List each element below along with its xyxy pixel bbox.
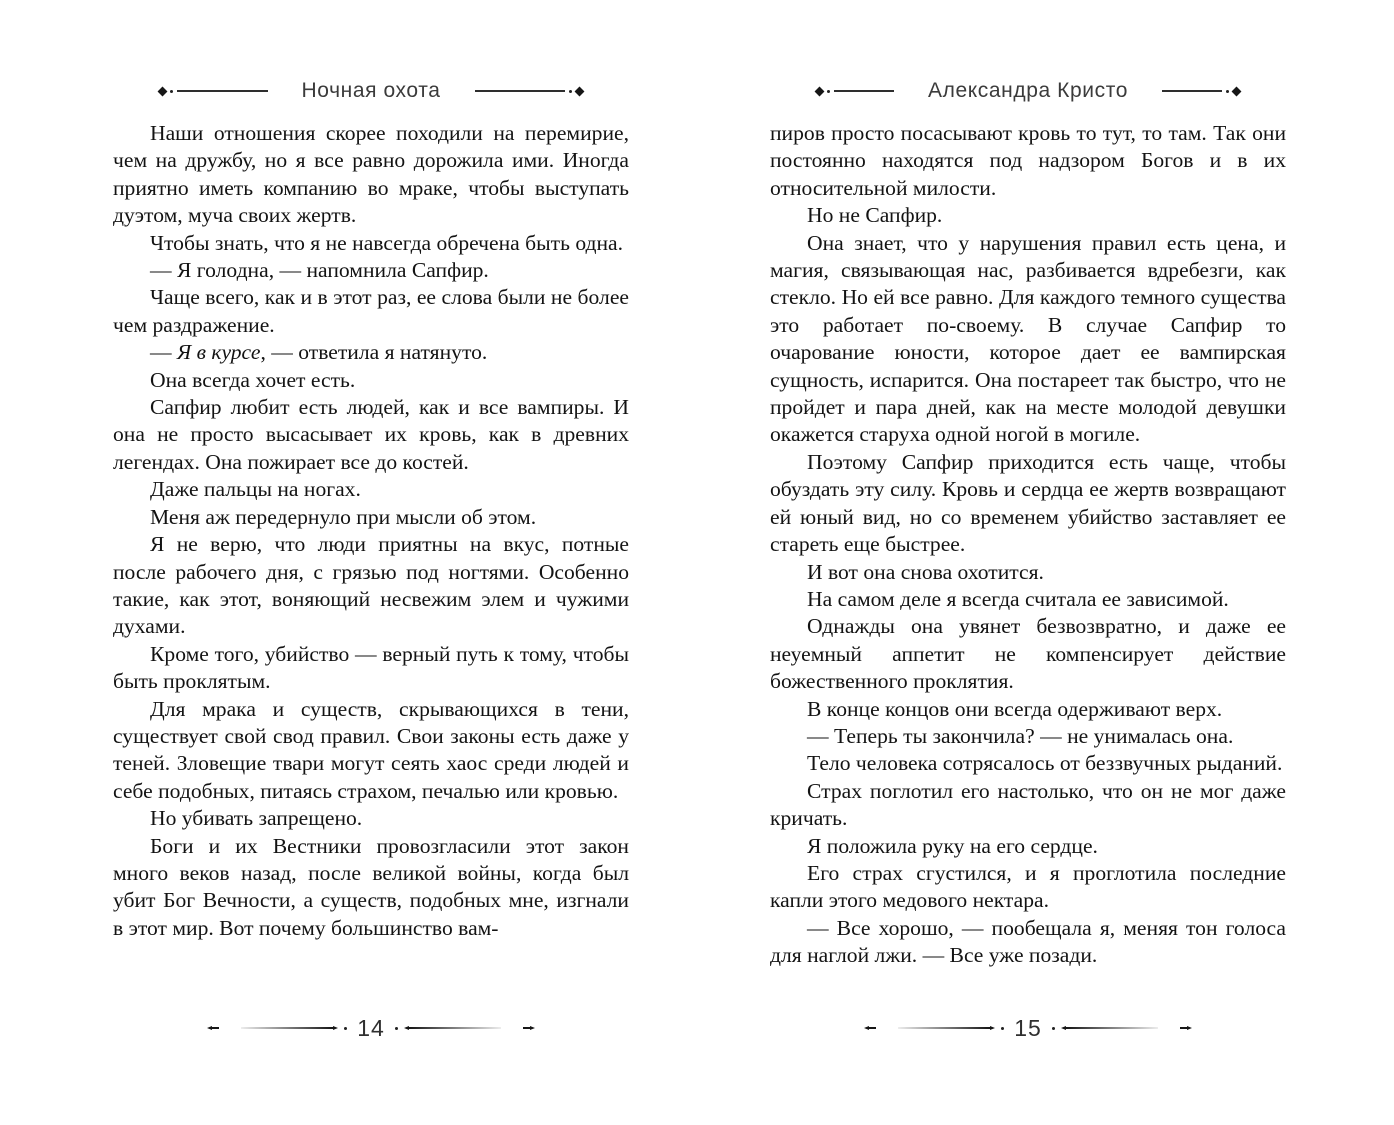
page-left: [113, 0, 629, 1125]
paragraph: Наши отношения скорее походили на перемирие, чем на дружбу, но я все равно дорожила ими. Иногда приятно иметь компанию во мраке, чтобы выступать дуэтом, муча своих жертв.: [113, 121, 629, 228]
page-right: [770, 0, 1286, 1125]
ornament-line: [241, 1027, 333, 1029]
paragraph: Меня аж передернуло при мысли об этом.: [150, 504, 537, 529]
paragraph: — Все хорошо, — пообещала я, меняя тон голоса для наглой лжи. — Все уже позади.: [770, 915, 1286, 968]
paragraph: Поэтому Сапфир приходится есть чаще, чтобы обуздать эту силу. Кровь и сердца ее жертв возвращают ей юный вид, но со временем убийство заставляет ее стареть еще быстрее.: [770, 449, 1286, 557]
arrow-right-icon: [1180, 1026, 1192, 1030]
dot-icon: [170, 90, 173, 93]
paragraph: На самом деле я всегда считала ее зависимой.: [807, 586, 1229, 611]
paragraph: Даже пальцы на ногах.: [150, 477, 361, 502]
arrowhead-right-icon: [333, 1026, 338, 1030]
ornament-line: [1066, 1027, 1158, 1029]
paragraph: Она знает, что у нарушения правил есть цена, и магия, связывающая нас, разбивается вдребезги, как стекло. Но ей все равно. Для каждого темного существа это работает по-своему. В случае Сапфир то очарование юности, которое дает ее вампирская сущность, испарится. Она постареет так быстро, что не пройдет и пара дней, как на месте молодой девушки окажется старуха одной ногой в могиле.: [770, 230, 1286, 447]
paragraph: И вот она снова охотится.: [807, 559, 1044, 584]
paragraph: Однажды она увянет безвозвратно, и даже ее неуемный аппетит не компенсирует действие божественного проклятия.: [770, 614, 1286, 694]
dot-icon: [569, 90, 572, 93]
paragraph: Боги и их Вестники провозгласили этот закон много веков назад, после великой войны, когда был убит Бог Вечности, а существ, подобных мне, изгнали в этот мир. Вот почему большинство вам-: [113, 833, 629, 940]
paragraph: пиров просто посасывают кровь то тут, то там. Так они постоянно находятся под надзором Богов и в их относительной милости.: [770, 121, 1286, 200]
page-text: [113, 120, 629, 1008]
diamond-icon: [575, 86, 585, 96]
arrowhead-right-icon: [990, 1026, 995, 1030]
paragraph: Я положила руку на его сердце.: [807, 833, 1098, 858]
diamond-icon: [158, 86, 168, 96]
diamond-icon: [1232, 86, 1242, 96]
ornament-line: [177, 90, 268, 91]
diamond-icon: [815, 86, 825, 96]
dot-icon: [1226, 90, 1229, 93]
paragraph: Его страх сгустился, и я проглотила последние капли этого медового нектара.: [770, 860, 1286, 913]
paragraph: В конце концов они всегда одерживают верх.: [807, 696, 1223, 721]
paragraph: Тело человека сотрясалось от беззвучных рыданий.: [807, 751, 1283, 776]
paragraph: Кроме того, убийство — верный путь к тому, чтобы быть проклятым.: [113, 641, 629, 694]
paragraph: Но не Сапфир.: [807, 203, 943, 228]
page-footer: [770, 1012, 1286, 1044]
ornament-line: [834, 90, 894, 91]
ornament-line: [475, 90, 566, 91]
paragraph: — Я в курсе, — ответила я натянуто.: [150, 340, 488, 365]
paragraph: — Теперь ты закончила? — не унималась она.: [807, 723, 1234, 748]
paragraph: — Я голодна, — напомнила Сапфир.: [150, 258, 489, 283]
ornament-line: [409, 1027, 501, 1029]
paragraph: Я не верю, что люди приятны на вкус, потные после рабочего дня, с грязью под ногтями. Особенно такие, как этот, воняющий несвежим элем и чужими духами.: [113, 532, 629, 639]
paragraph: Но убивать запрещено.: [150, 806, 363, 831]
page-number: 14: [357, 1014, 385, 1041]
dot-icon: [827, 90, 830, 93]
paragraph: Чтобы знать, что я не навсегда обречена быть одна.: [150, 230, 624, 255]
arrow-left-icon: [864, 1026, 876, 1030]
running-head: [770, 78, 1286, 104]
page-number: 15: [1014, 1014, 1042, 1041]
page-footer: [113, 1012, 629, 1044]
running-head-title: Ночная охота: [301, 79, 441, 102]
paragraph: Сапфир любит есть людей, как и все вампиры. И она не просто высасывает их кровь, как в древних легендах. Она пожирает все до костей.: [113, 395, 629, 474]
dot-icon: [1001, 1027, 1004, 1030]
arrow-right-icon: [523, 1026, 535, 1030]
dot-icon: [1052, 1027, 1055, 1030]
ornament-line: [1162, 90, 1222, 91]
running-head: [113, 78, 629, 104]
paragraph: Она всегда хочет есть.: [150, 367, 356, 392]
arrow-left-icon: [207, 1026, 219, 1030]
dot-icon: [344, 1027, 347, 1030]
running-head-title: Александра Кристо: [928, 79, 1128, 102]
page-text: [770, 120, 1286, 1008]
paragraph: Для мрака и существ, скрывающихся в тени, существует свой свод правил. Свои законы есть даже у теней. Зловещие твари могут сеять хаос среди людей и себе подобных, питаясь страхом, печалью или кровью.: [113, 696, 629, 803]
dot-icon: [395, 1027, 398, 1030]
ornament-line: [898, 1027, 990, 1029]
paragraph: Чаще всего, как и в этот раз, ее слова были не более чем раздражение.: [113, 285, 629, 337]
paragraph: Страх поглотил его настолько, что он не мог даже кричать.: [770, 778, 1286, 831]
